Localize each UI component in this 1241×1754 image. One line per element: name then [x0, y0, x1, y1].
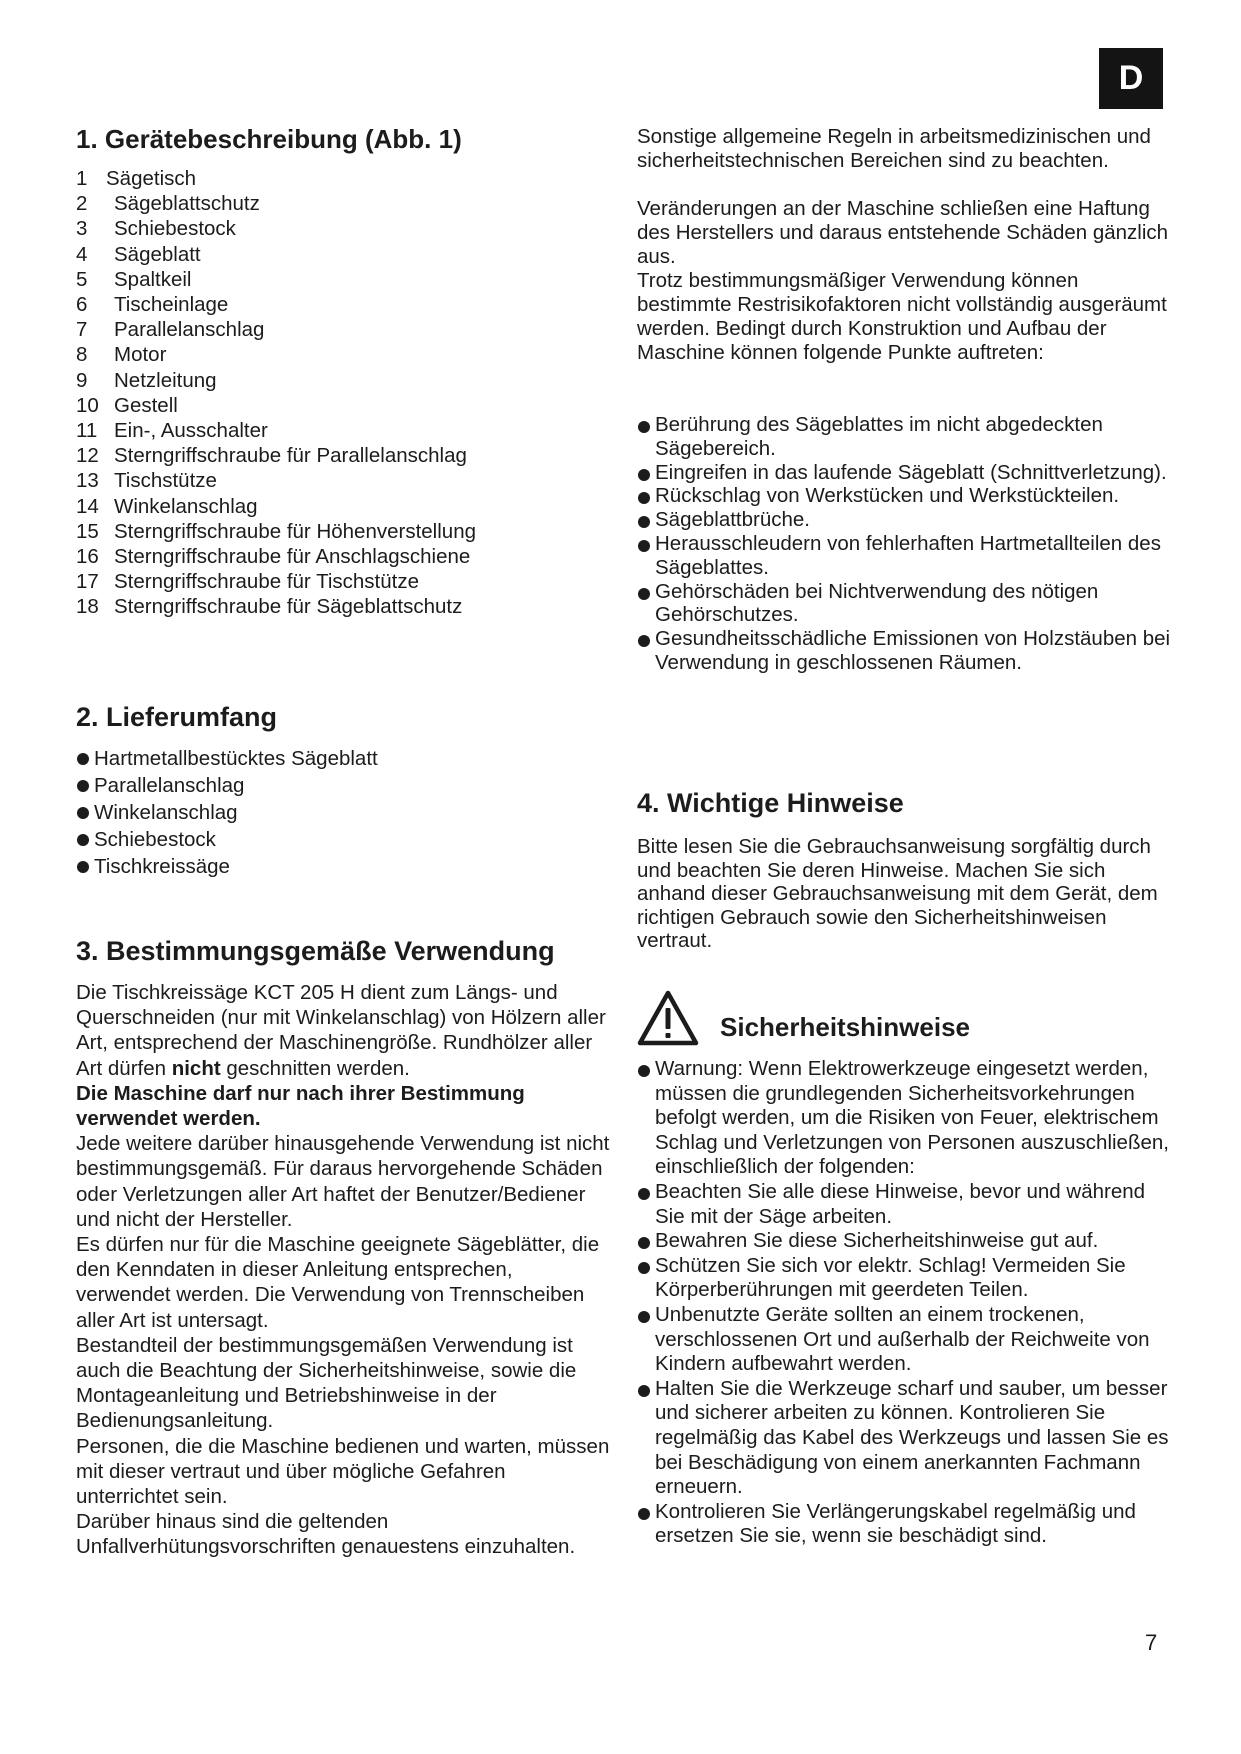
list-item: Hartmetallbestücktes Sägeblatt	[76, 745, 378, 772]
section3-body	[76, 980, 611, 1560]
list-item: 2 Sägeblattschutz	[76, 192, 260, 216]
list-item: 16 Sterngriffschraube für Anschlagschiene	[76, 545, 471, 569]
list-item: Halten Sie die Werkzeuge scharf und sauber, um besser und sicherer arbeiten zu können. Kontrolieren Sie regelmäßig das Kabel des Werkzeugs und lassen Sie es bei Beschädigung von einem anerkannten Fachmann erneuern.	[637, 1377, 1172, 1500]
paragraph: Es dürfen nur für die Maschine geeignete Sägeblätter, die den Kenndaten in dieser Anleitung entsprechen, verwendet werden. Die Verwendung von Trennscheiben aller Art ist untersagt.	[76, 1233, 600, 1332]
paragraph: Sonstige allgemeine Regeln in arbeitsmedizinischen und sicherheitstechnischen Bereichen sind zu beachten.	[637, 125, 1151, 172]
list-item: 1 Sägetisch	[76, 167, 197, 190]
warning-icon	[637, 990, 699, 1046]
list-item: 10 Gestell	[76, 393, 178, 417]
section2-heading: 2. Lieferumfang	[76, 702, 278, 732]
list-item: 8 Motor	[76, 343, 167, 367]
list-item: Eingreifen in das laufende Sägeblatt (Schnittverletzung).	[637, 461, 1172, 485]
list-item: Rückschlag von Werkstücken und Werkstückteilen.	[637, 484, 1172, 508]
list-item: 3 Schiebestock	[76, 217, 236, 241]
list-item: Schiebestock	[76, 826, 378, 853]
safety-heading: Sicherheitshinweise	[720, 1012, 970, 1042]
list-item: Tischkreissäge	[76, 853, 378, 880]
paragraph: Bitte lesen Sie die Gebrauchsanweisung sorgfältig durch und beachten Sie deren Hinweise. Machen Sie sich anhand dieser Gebrauchsanweisung mit dem Gerät, dem richtigen Gebrauch sowie den Sicherheitshinweisen vertraut.	[637, 835, 1158, 953]
list-item: 9 Netzleitung	[76, 368, 217, 392]
list-item: 11 Ein-, Ausschalter	[76, 419, 268, 443]
list-item: Gehörschäden bei Nichtverwendung des nötigen Gehörschutzes.	[637, 580, 1172, 628]
section4-heading: 4. Wichtige Hinweise	[637, 788, 904, 818]
section1-heading: 1. Gerätebeschreibung (Abb. 1)	[76, 124, 462, 154]
paragraph: Die Maschine darf nur nach ihrer Bestimmung verwendet werden.	[76, 1081, 525, 1131]
list-item: 6 Tischeinlage	[76, 293, 229, 317]
list-item: 5 Spaltkeil	[76, 267, 192, 291]
list-item: Beachten Sie alle diese Hinweise, bevor und während Sie mit der Säge arbeiten.	[637, 1180, 1172, 1229]
list-item: 17 Sterngriffschraube für Tischstütze	[76, 570, 419, 594]
list-item: Bewahren Sie diese Sicherheitshinweise gut auf.	[637, 1229, 1172, 1254]
list-item: 14 Winkelanschlag	[76, 494, 258, 518]
paragraph: Personen, die die Maschine bedienen und warten, müssen mit dieser vertraut und über mögliche Gefahren unterrichtet sein.	[76, 1434, 610, 1509]
language-tag: D	[1099, 48, 1163, 109]
list-item: Winkelanschlag	[76, 799, 378, 826]
list-item: Schützen Sie sich vor elektr. Schlag! Vermeiden Sie Körperberührungen mit geerdeten Teilen.	[637, 1254, 1172, 1303]
risk-list	[637, 413, 1172, 675]
paragraph: Bestandteil der bestimmungsgemäßen Verwendung ist auch die Beachtung der Sicherheitshinweise, sowie die Montageanleitung und Betriebshinweise in der Bedienungsanleitung.	[76, 1333, 577, 1433]
paragraph: Veränderungen an der Maschine schließen eine Haftung des Herstellers und daraus entstehende Schäden gänzlich aus.	[637, 197, 1169, 268]
list-item: Gesundheitsschädliche Emissionen von Holzstäuben bei Verwendung in geschlossenen Räumen.	[637, 627, 1172, 675]
list-item: Kontrolieren Sie Verlängerungskabel regelmäßig und ersetzen Sie sie, wenn sie beschädigt sind.	[637, 1500, 1172, 1549]
list-item: Warnung: Wenn Elektrowerkzeuge eingesetzt werden, müssen die grundlegenden Sicherheitsvorkehrungen befolgt werden, um die Risiken von Feuer, elektrischem Schlag und Verletzungen von Personen auszuschließen, einschließlich der folgenden:	[637, 1057, 1172, 1180]
delivery-list	[76, 745, 378, 880]
device-parts-list	[76, 166, 476, 620]
list-item: 18 Sterngriffschraube für Sägeblattschutz	[76, 595, 463, 619]
section4-body	[637, 835, 1177, 953]
list-item: 7 Parallelanschlag	[76, 318, 265, 342]
list-item: Unbenutzte Geräte sollten an einem trockenen, verschlossenen Ort und außerhalb der Reichweite von Kindern aufbewahrt werden.	[637, 1303, 1172, 1377]
paragraph: Jede weitere darüber hinausgehende Verwendung ist nicht bestimmungsgemäß. Für daraus hervorgehende Schäden oder Verletzungen aller Art haftet der Benutzer/Bediener und nicht der Hersteller.	[76, 1132, 610, 1231]
right-intro	[637, 125, 1177, 365]
list-item: Parallelanschlag	[76, 772, 378, 799]
list-item: 15 Sterngriffschraube für Höhenverstellung	[76, 519, 476, 543]
list-item: Sägeblattbrüche.	[637, 508, 1172, 532]
list-item: 13 Tischstütze	[76, 469, 217, 493]
list-item: 4 Sägeblatt	[76, 242, 201, 266]
list-item: 12 Sterngriffschraube für Parallelanschlag	[76, 444, 467, 468]
paragraph: Trotz bestimmungsmäßiger Verwendung können bestimmte Restrisikofaktoren nicht vollständig ausgeräumt werden. Bedingt durch Konstruktion und Aufbau der Maschine können folgende Punkte auftreten:	[637, 269, 1167, 364]
page-number: 7	[1145, 1630, 1158, 1655]
list-item: Berührung des Sägeblattes im nicht abgedeckten Sägebereich.	[637, 413, 1172, 461]
safety-list	[637, 1057, 1172, 1549]
paragraph: Die Tischkreissäge KCT 205 H dient zum Längs- und Querschneiden (nur mit Winkelanschlag) von Hölzern aller Art, entsprechend der Maschinengröße. Rundhölzer aller Art dürfen nicht geschnitten werden.	[76, 981, 606, 1080]
list-item: Herausschleudern von fehlerhaften Hartmetallteilen des Sägeblattes.	[637, 532, 1172, 580]
section3-heading: 3. Bestimmungsgemäße Verwendung	[76, 936, 555, 966]
paragraph: Darüber hinaus sind die geltenden Unfallverhütungsvorschriften genauestens einzuhalten.	[76, 1510, 576, 1559]
